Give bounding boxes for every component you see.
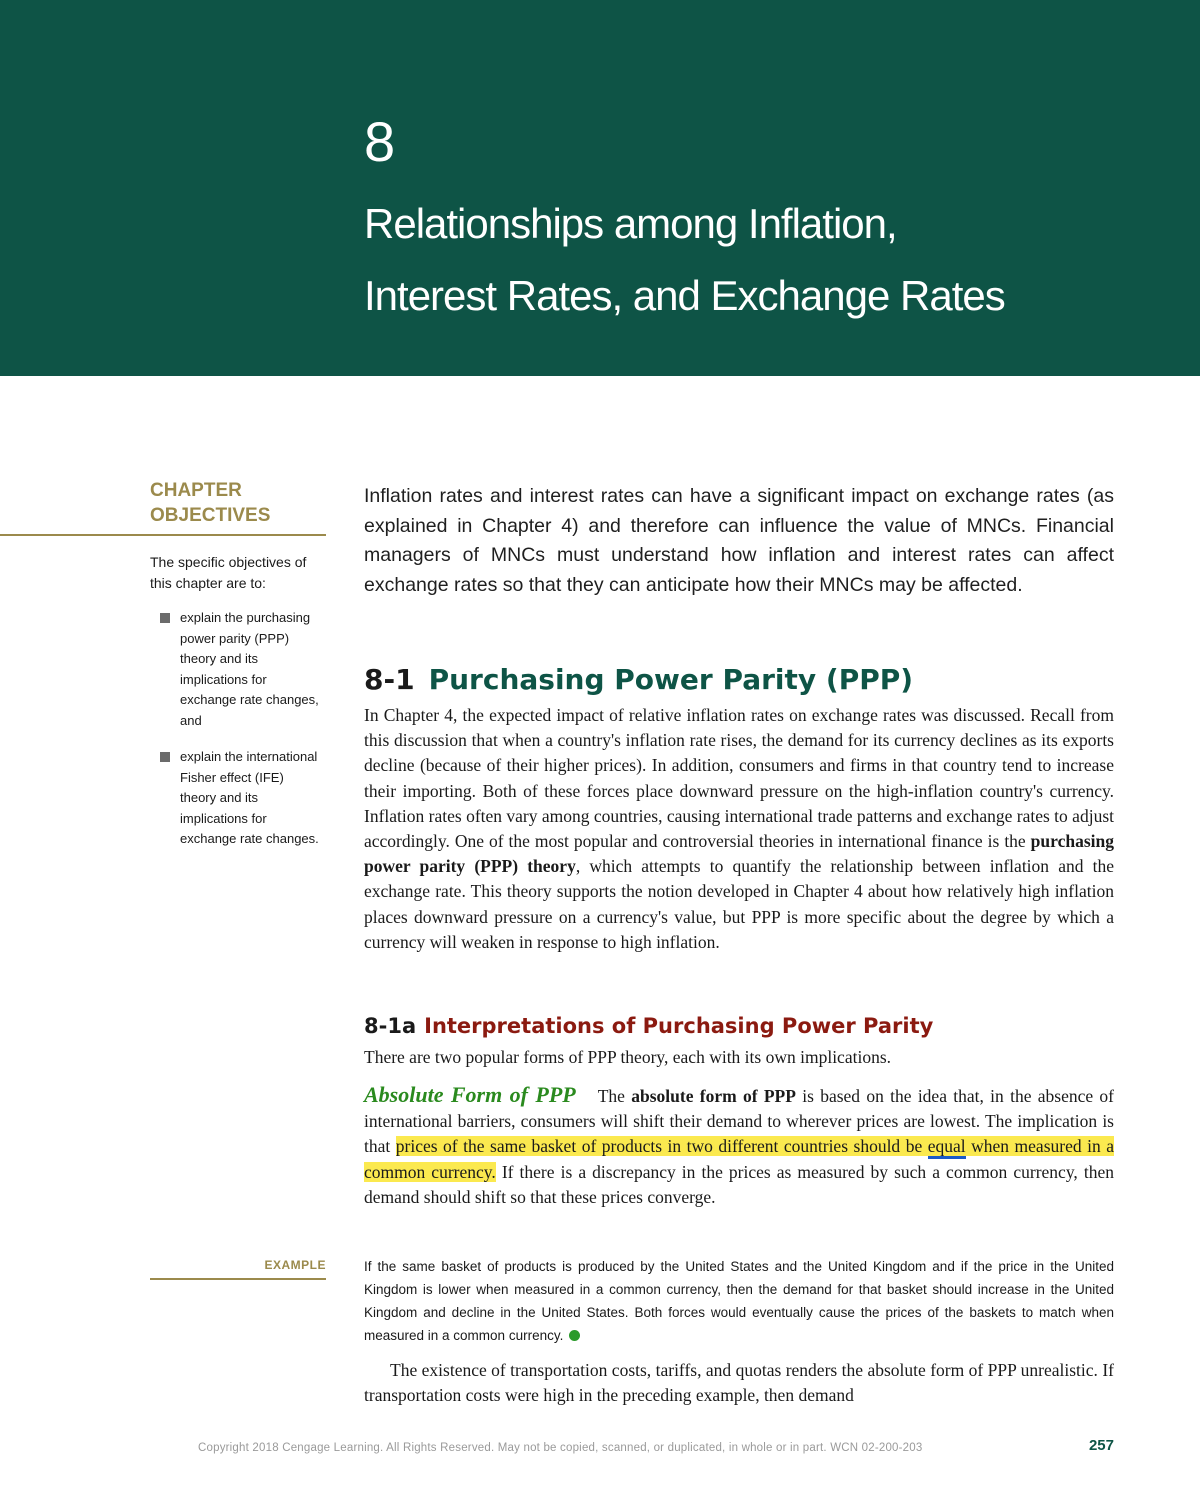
objectives-intro: The specific objectives of this chapter are to: [150, 554, 307, 591]
underlined-word: equal [928, 1136, 966, 1159]
example-divider [150, 1278, 326, 1280]
objective-item [150, 747, 320, 850]
key-term: absolute form of PPP [631, 1086, 796, 1106]
chapter-number: 8 [364, 110, 396, 173]
absolute-ppp-heading: Absolute Form of PPP [364, 1082, 576, 1107]
chapter-title [364, 188, 1164, 332]
continuation-paragraph: The existence of transportation costs, tariffs, and quotas renders the absolute form of PPP unrealistic. If transportation costs were high in the preceding example, then demand [364, 1360, 1114, 1406]
objective-text: explain the international Fisher effect (IFE) theory and its implications for exchange rate changes. [180, 749, 319, 846]
objective-item [150, 608, 320, 731]
example-end-dot-icon [569, 1330, 580, 1341]
objectives-list [150, 608, 326, 850]
key-term: purchasing power parity (PPP) theory [364, 831, 1114, 877]
example-label: EXAMPLE [264, 1258, 326, 1272]
section-paragraph [364, 703, 1114, 955]
section-title: Purchasing Power Parity (PPP) [428, 663, 914, 696]
subsection-title: Interpretations of Purchasing Power Parity [424, 1014, 934, 1038]
subsection-heading [364, 1010, 933, 1042]
paragraph-text: In Chapter 4, the expected impact of relative inflation rates on exchange rates was discussed. Recall from this discussion that when a country's inflation rate rises, the demand for its currency declines as its exports decline (because of their higher prices). In addition, consumers and firms in that country tend to increase their importing. Both of these forces place downward pressure on the high-inflation country's currency. Inflation rates often vary among countries, causing international trade patterns and exchange rates to adjust accordingly. One of the most popular and controversial theories in international finance is the [364, 705, 1114, 852]
chapter-banner [0, 0, 1200, 376]
chapter-objectives-sidebar [150, 478, 326, 866]
objectives-divider [0, 534, 326, 536]
objectives-heading [150, 478, 326, 534]
paragraph-text: , which attempts to quantify the relationship between inflation and the exchange rate. This theory supports the notion developed in Chapter 4 about how relatively high inflation places downward pressure on a currency's value, but PPP is more specific about the degree by which a currency will weaken in response to high inflation. [364, 856, 1114, 952]
objective-text: explain the purchasing power parity (PPP) theory and its implications for exchange rate changes, and [180, 610, 319, 728]
objectives-heading-line1: CHAPTER [150, 480, 242, 501]
intro-paragraph: Inflation rates and interest rates can have a significant impact on exchange rates (as explained in Chapter 4) and therefore can influence the value of MNCs. Financial managers of MNCs must understand how inflation and interest rates can affect exchange rates so that they can anticipate how their MNCs may be affected. [364, 485, 1114, 596]
example-paragraph [364, 1255, 1114, 1347]
paragraph-text: If there is a discrepancy in the prices as measured by such a common currency, then demand should shift so that these prices converge. [364, 1161, 1115, 1207]
subsection-number: 8-1a [364, 1014, 417, 1038]
paragraph-text: is based on the idea that, in the absence of international barriers, consumers will shift their demand to wherever prices are lowest. The implication is that [364, 1086, 1115, 1157]
absolute-ppp-paragraph [364, 1082, 1114, 1210]
chapter-title-line1: Relationships among Inflation, [364, 200, 897, 247]
highlighted-text-part: when measured in a common currency. [364, 1136, 1114, 1182]
square-bullet-icon [160, 613, 170, 623]
example-text: If the same basket of products is produced by the United States and the United Kingdom and if the price in the United Kingdom is lower when measured in a common currency, then the demand for that basket should increase in the United Kingdom and decline in the United States. Both forces would eventually cause the prices of the baskets to match when measured in a common currency. [364, 1259, 1114, 1343]
square-bullet-icon [160, 752, 170, 762]
section-number: 8-1 [364, 663, 415, 696]
subsection-intro: There are two popular forms of PPP theory, each with its own implications. [364, 1047, 891, 1067]
section-heading [364, 660, 913, 700]
highlighted-text-part: prices of the same basket of products in two different countries should be [395, 1136, 928, 1157]
copyright-footer: Copyright 2018 Cengage Learning. All Rights Reserved. May not be copied, scanned, or duplicated, in whole or in part. WCN 02-200-203 [198, 1442, 923, 1454]
paragraph-text: The [597, 1086, 632, 1106]
chapter-title-line2: Interest Rates, and Exchange Rates [364, 272, 1005, 319]
objectives-heading-line2: OBJECTIVES [150, 505, 271, 526]
page-number: 257 [1088, 1437, 1114, 1454]
